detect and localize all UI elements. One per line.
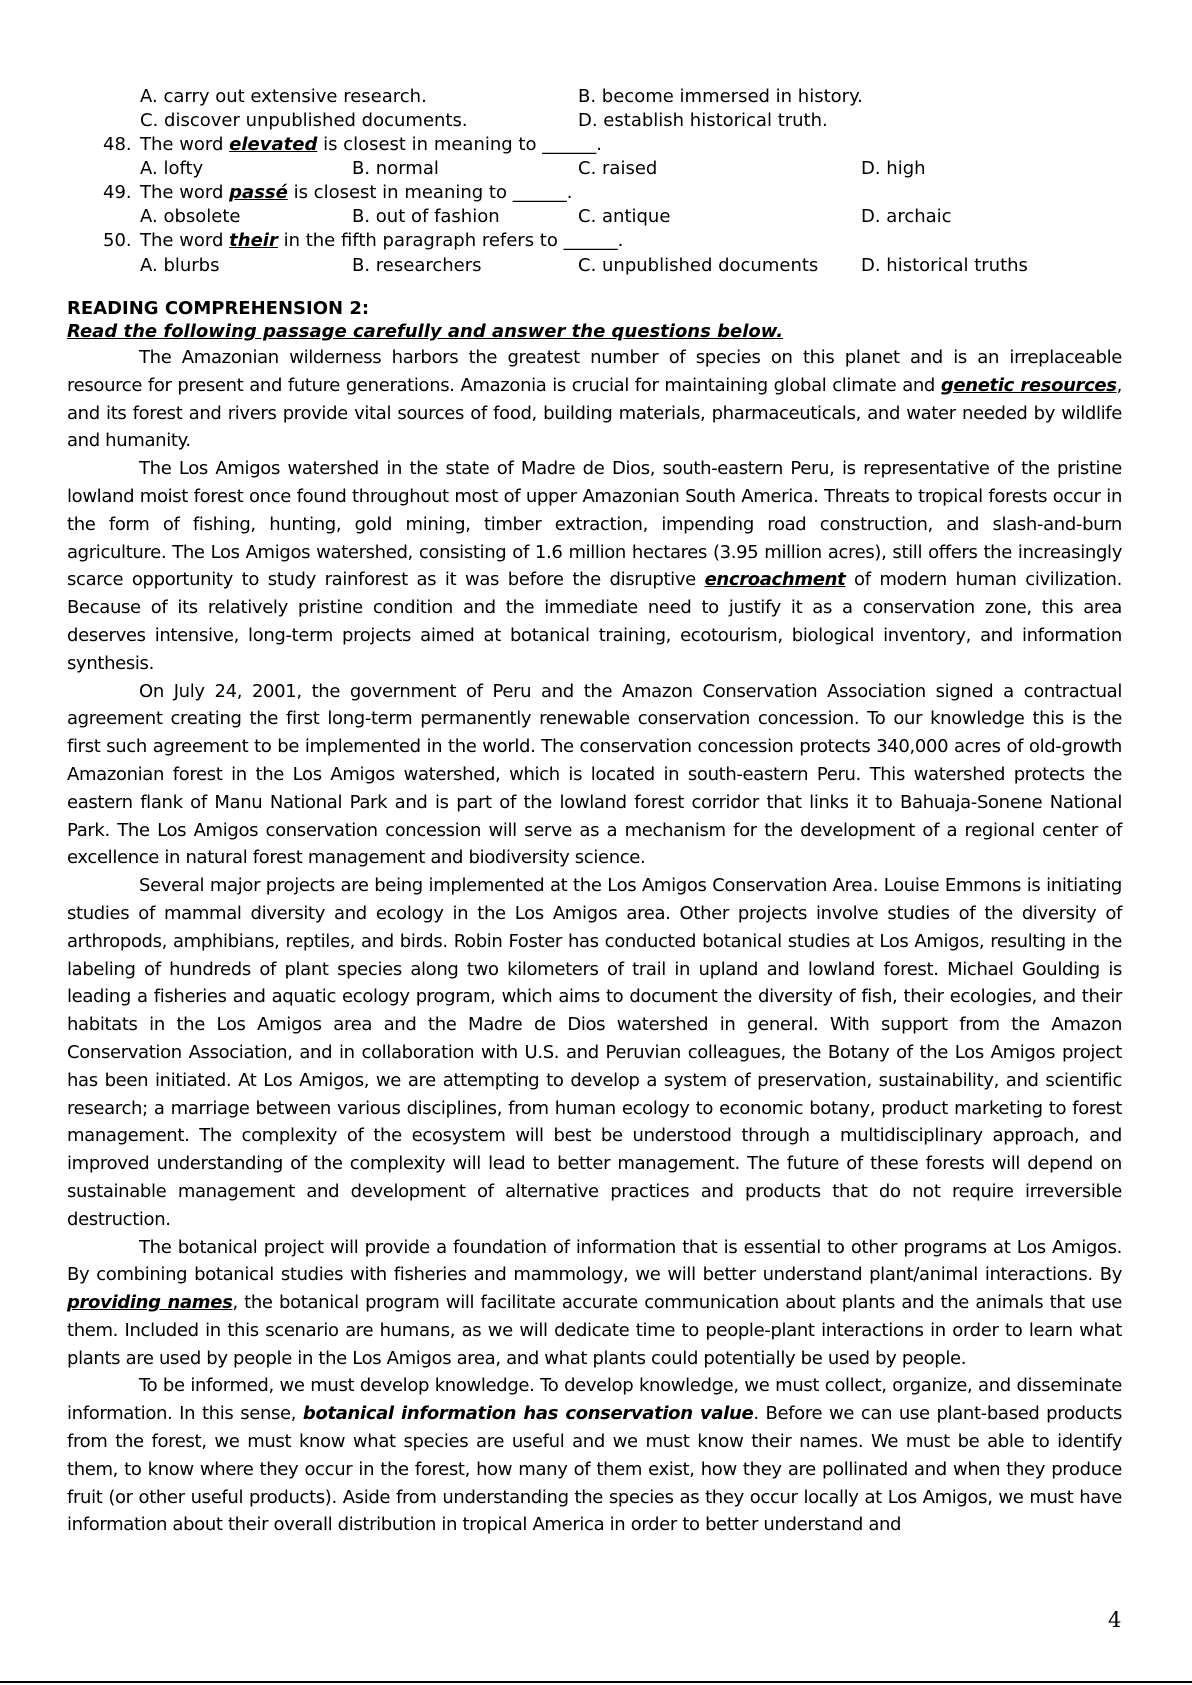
- reading-passage: [67, 344, 1122, 1539]
- q49-keyword: passé: [229, 182, 288, 203]
- paragraph-5-text-a: The botanical project will provide a foundation of information that is essential to other programs at Los Amigos. By combining botanical studies with fisheries and mammology, we will better understand plant/animal interactions. By: [67, 1236, 1122, 1286]
- q50-stem-post: in the fifth paragraph refers to ______.: [277, 230, 624, 251]
- q50-option-d: D. historical truths: [861, 255, 1028, 276]
- q49-option-c: C. antique: [578, 206, 671, 227]
- section-instruction: Read the following passage carefully and answer the questions below.: [67, 321, 784, 342]
- q50-option-a: A. blurbs: [140, 255, 220, 276]
- paragraph-6-text-b: . Before we can use plant-based products from the forest, we must know what species are useful and we must know their names. We must be able to identify them, to know where they occur in the forest, how many of them exist, how they are pollinated and when they produce fruit (or other useful products). Aside from understanding the species as they occur locally at Los Amigos, we must have information about their overall distribution in tropical America in order to better understand and: [67, 1403, 1122, 1536]
- q47-option-a: A. carry out extensive research.: [140, 86, 427, 107]
- paragraph-1-text-a: The Amazonian wilderness harbors the greatest number of species on this planet and is an irreplaceable resource for present and future generations. Amazonia is crucial for maintaining global climate and: [67, 347, 1122, 396]
- q49-stem-post: is closest in meaning to ______.: [287, 182, 573, 203]
- q49-number: 49.: [103, 182, 132, 203]
- paragraph-2: [67, 455, 1122, 677]
- paragraph-6: [67, 1372, 1122, 1539]
- section-title: READING COMPREHENSION 2:: [67, 298, 370, 319]
- q48-option-c: C. raised: [578, 158, 658, 179]
- q49-stem-pre: The word: [140, 182, 230, 203]
- q48-number: 48.: [103, 134, 132, 155]
- q47-option-d: D. establish historical truth.: [578, 110, 828, 131]
- q50-option-c: C. unpublished documents: [578, 255, 819, 276]
- emphasis-botanical-information: botanical information has conservation value: [302, 1403, 754, 1425]
- q50-option-b: B. researchers: [352, 255, 482, 276]
- keyword-encroachment: encroachment: [704, 569, 846, 591]
- footer-rule: [0, 1681, 1192, 1683]
- q47-option-b: B. become immersed in history.: [578, 86, 863, 107]
- q49-option-a: A. obsolete: [140, 206, 241, 227]
- q47-option-c: C. discover unpublished documents.: [140, 110, 468, 131]
- paragraph-2-text-b: of modern human civilization. Because of its relatively pristine condition and the immediate need to justify it as a conservation zone, this area deserves intensive, long-term projects aimed at botanical training, ecotourism, biological inventory, and information synthesis.: [67, 569, 1122, 674]
- q48-stem-pre: The word: [140, 134, 230, 155]
- q48-option-b: B. normal: [352, 158, 439, 179]
- paragraph-6-text-a: To be informed, we must develop knowledge. To develop knowledge, we must collect, organize, and disseminate information. In this sense,: [67, 1375, 1122, 1425]
- paragraph-5-text-b: , the botanical program will facilitate accurate communication about plants and the animals that use them. Included in this scenario are humans, as we will dedicate time to people-plant interactions in order to learn what plants are used by people in the Los Amigos area, and what plants could potentially be used by people.: [67, 1292, 1122, 1369]
- paragraph-4: Several major projects are being implemented at the Los Amigos Conservation Area. Louise Emmons is initiating studies of mammal diversity and ecology in the Los Amigos area. Other projects involve studies of the diversity of arthropods, amphibians, reptiles, and birds. Robin Foster has conducted botanical studies at Los Amigos, resulting in the labeling of hundreds of plant species along two kilometers of trail in upland and lowland forest. Michael Goulding is leading a fisheries and aquatic ecology program, which aims to document the diversity of fish, their ecologies, and their habitats in the Los Amigos area and the Madre de Dios watershed in general. With support from the Amazon Conservation Association, and in collaboration with U.S. and Peruvian colleagues, the Botany of the Los Amigos project has been initiated. At Los Amigos, we are attempting to develop a system of preservation, sustainability, and scientific research; a marriage between various disciplines, from human ecology to economic botany, product marketing to forest management. The complexity of the ecosystem will best be understood through a multidisciplinary approach, and improved understanding of the complexity will lead to better management. The future of these forests will depend on sustainable management and development of alternative practices and products that do not require irreversible destruction.: [67, 875, 1122, 1230]
- q48-option-a: A. lofty: [140, 158, 204, 179]
- q48-keyword: elevated: [229, 134, 318, 155]
- q48-option-d: D. high: [861, 158, 926, 179]
- keyword-providing-names: providing names: [67, 1292, 233, 1314]
- paragraph-2-text-a: The Los Amigos watershed in the state of Madre de Dios, south-eastern Peru, is representative of the pristine lowland moist forest once found throughout most of upper Amazonian South America. Threats to tropical forests occur in the form of fishing, hunting, gold mining, timber extraction, impending road construction, and slash-and-burn agriculture. The Los Amigos watershed, consisting of 1.6 million hectares (3.95 million acres), still offers the increasingly scarce opportunity to study rainforest as it was before the disruptive: [67, 458, 1122, 591]
- q48-stem-post: is closest in meaning to ______.: [317, 134, 602, 155]
- keyword-genetic-resources: genetic resources: [940, 374, 1117, 396]
- paragraph-5: [67, 1234, 1122, 1373]
- paragraph-3: On July 24, 2001, the government of Peru and the Amazon Conservation Association signed a contractual agreement creating the first long-term permanently renewable conservation concession. To our knowledge this is the first such agreement to be implemented in the world. The conservation concession protects 340,000 acres of old-growth Amazonian forest in the Los Amigos watershed, which is located in south-eastern Peru. This watershed protects the eastern flank of Manu National Park and is part of the lowland forest corridor that links it to Bahuaja-Sonene National Park. The Los Amigos conservation concession will serve as a mechanism for the development of a regional center of excellence in natural forest management and biodiversity science.: [67, 680, 1122, 869]
- paragraph-1-text-b: , and its forest and rivers provide vital sources of food, building materials, pharmaceuticals, and water needed by wildlife and humanity.: [67, 374, 1122, 452]
- page-number: 4: [1108, 1608, 1122, 1632]
- q49-option-d: D. archaic: [861, 206, 952, 227]
- paragraph-1: [67, 344, 1122, 455]
- q50-number: 50.: [103, 230, 132, 251]
- q50-keyword: their: [229, 230, 278, 251]
- q50-stem-pre: The word: [140, 230, 230, 251]
- q49-option-b: B. out of fashion: [352, 206, 500, 227]
